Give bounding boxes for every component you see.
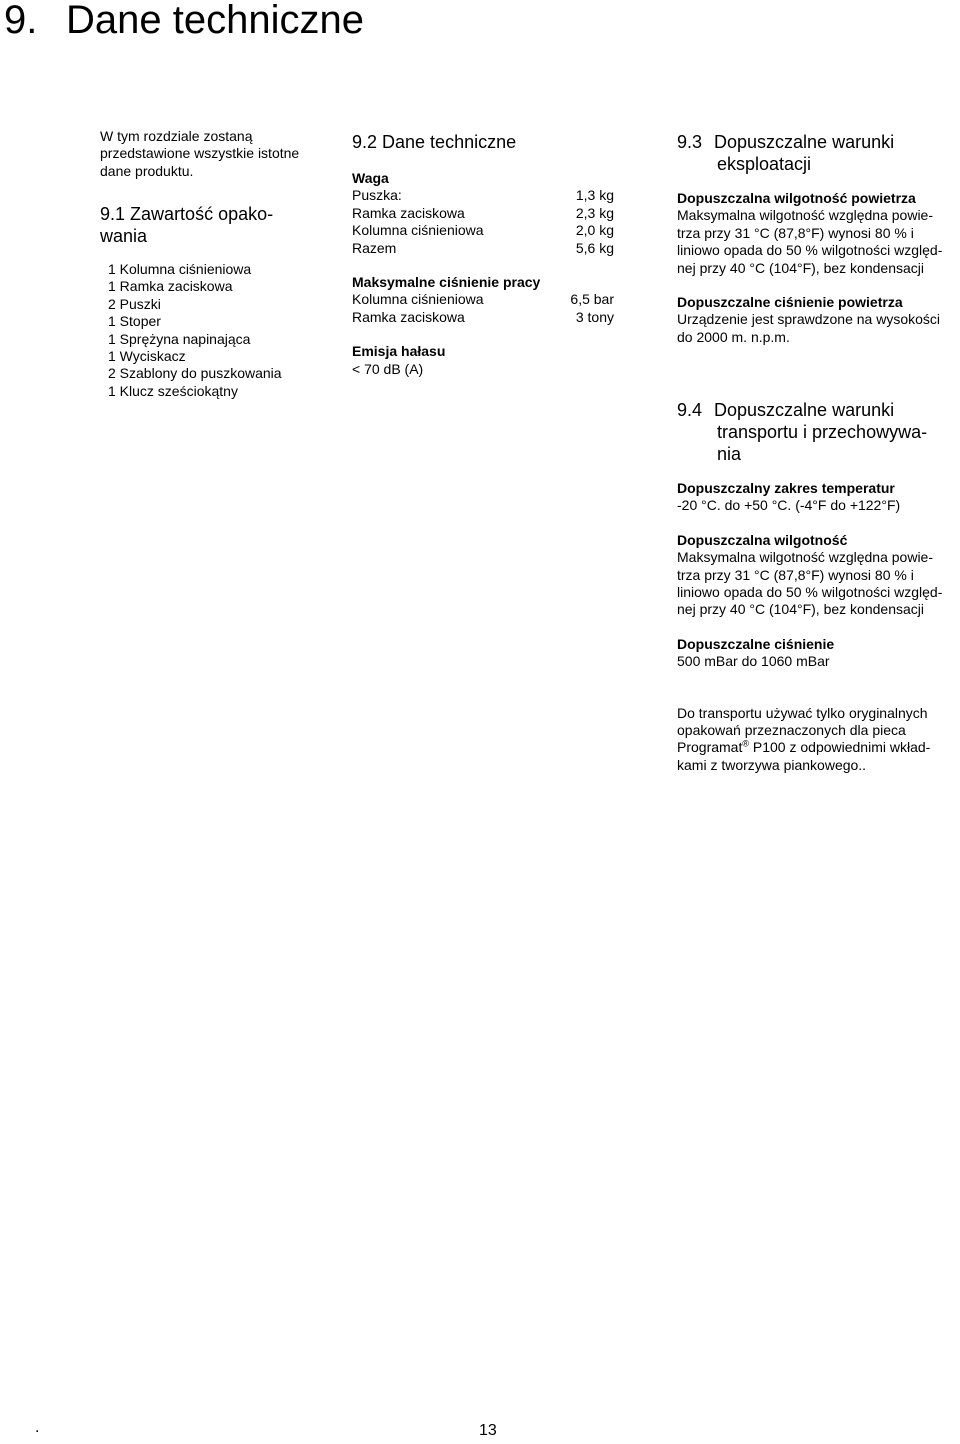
list-item: 1 Stoper bbox=[108, 313, 161, 330]
section-9-4-title-line1: Dopuszczalne warunki bbox=[714, 400, 895, 420]
storage-humidity-line: nej przy 40 °C (104°F), bez kondensacji bbox=[677, 601, 924, 618]
list-item: 1 Ramka zaciskowa bbox=[108, 278, 233, 295]
transport-note bbox=[677, 705, 957, 775]
list-item: 1 Sprężyna napinająca bbox=[108, 330, 251, 347]
pressure-label: Kolumna ciśnieniowa bbox=[352, 291, 484, 308]
pressure-label: Ramka zaciskowa bbox=[352, 308, 465, 325]
weight-value: 1,3 kg bbox=[575, 187, 614, 204]
storage-pressure-value: 500 mBar do 1060 mBar bbox=[677, 653, 830, 670]
air-pressure-heading: Dopuszczalne ciśnienie powietrza bbox=[677, 294, 903, 311]
package-contents-list bbox=[108, 261, 338, 400]
noise-heading: Emisja hałasu bbox=[352, 343, 446, 360]
section-9-4-title-line3: nia bbox=[717, 444, 742, 464]
storage-humidity-line: trza przy 31 °C (87,8°F) wynosi 80 % i bbox=[677, 566, 914, 583]
section-9-3-title-line1: Dopuszczalne warunki bbox=[714, 132, 895, 152]
weight-label: Kolumna ciśnieniowa bbox=[352, 222, 484, 239]
list-item: 2 Szablony do puszkowania bbox=[108, 365, 282, 382]
air-pressure-line: do 2000 m. n.p.m. bbox=[677, 328, 790, 345]
footer-dot: . bbox=[35, 1419, 40, 1436]
air-pressure-line: Urządzenie jest sprawdzone na wysokości bbox=[677, 311, 941, 328]
section-9-2-heading: 9.2 Dane techniczne bbox=[352, 132, 517, 152]
storage-humidity-line: liniowo opada do 50 % wilgotności względ- bbox=[677, 584, 943, 601]
section-9-4-title-line2: transportu i przechowywa- bbox=[717, 422, 928, 442]
section-9-1-title-line1: Zawartość opako- bbox=[130, 204, 274, 224]
chapter-title: Dane techniczne bbox=[66, 0, 364, 42]
list-item: 1 Klucz sześciokątny bbox=[108, 382, 238, 399]
noise-value: < 70 dB (A) bbox=[352, 360, 424, 377]
registered-mark: ® bbox=[742, 738, 749, 749]
weight-heading: Waga bbox=[352, 170, 389, 186]
technical-data-block bbox=[352, 170, 614, 378]
storage-humidity-heading: Dopuszczalna wilgotność bbox=[677, 531, 848, 548]
chapter-number: 9. bbox=[4, 0, 38, 42]
pressure-heading: Maksymalne ciśnienie pracy bbox=[352, 274, 541, 291]
humidity-heading: Dopuszczalna wilgotność powietrza bbox=[677, 190, 916, 206]
section-9-4-heading bbox=[677, 399, 957, 465]
section-9-4-number: 9.4 bbox=[677, 400, 703, 420]
table-row bbox=[352, 309, 614, 326]
transport-line: opakowań przeznaczonych dla pieca bbox=[677, 722, 906, 739]
pressure-value: 6,5 bar bbox=[570, 291, 614, 308]
page-number: 13 bbox=[479, 1422, 497, 1439]
list-item: 1 Wyciskacz bbox=[108, 348, 186, 365]
weight-value: 2,0 kg bbox=[575, 222, 614, 239]
section-9-3-body bbox=[677, 190, 957, 346]
table-row bbox=[352, 187, 614, 204]
intro-paragraph: W tym rozdziale zostaną przedstawione wszystkie istotne dane produktu. bbox=[100, 128, 300, 179]
section-9-3-heading bbox=[677, 131, 957, 175]
list-item: 1 Kolumna ciśnieniowa bbox=[108, 261, 252, 277]
section-9-3-number: 9.3 bbox=[677, 132, 703, 152]
weight-label: Ramka zaciskowa bbox=[352, 204, 465, 221]
page-title bbox=[4, 0, 364, 46]
transport-line: Do transportu używać tylko oryginalnych bbox=[677, 704, 928, 721]
list-item: 2 Puszki bbox=[108, 295, 161, 312]
humidity-line: nej przy 40 °C (104°F), bez kondensacji bbox=[677, 259, 924, 276]
section-9-4-body bbox=[677, 480, 957, 774]
section-9-3-title-line2: eksploatacji bbox=[717, 154, 812, 174]
section-9-1-title-line2: wania bbox=[100, 226, 148, 246]
transport-line: kami z tworzywa piankowego.. bbox=[677, 756, 867, 773]
product-name: Programat bbox=[677, 739, 743, 756]
weight-value: 2,3 kg bbox=[575, 204, 614, 221]
humidity-line: Maksymalna wilgotność względna powie- bbox=[677, 207, 934, 224]
weight-label: Razem bbox=[352, 239, 397, 256]
table-row bbox=[352, 291, 614, 308]
storage-pressure-heading: Dopuszczalne ciśnienie bbox=[677, 635, 835, 652]
weight-label: Puszka: bbox=[352, 187, 402, 204]
temperature-value: -20 °C. do +50 °C. (-4°F do +122°F) bbox=[677, 497, 901, 514]
section-9-1-number: 9.1 bbox=[100, 204, 126, 224]
transport-line-rest: P100 z odpowiednimi wkład- bbox=[749, 739, 931, 756]
table-row bbox=[352, 205, 614, 222]
section-9-1-heading bbox=[100, 203, 340, 247]
pressure-value: 3 tony bbox=[575, 308, 614, 325]
humidity-line: trza przy 31 °C (87,8°F) wynosi 80 % i bbox=[677, 224, 914, 241]
transport-line bbox=[677, 739, 957, 756]
table-row bbox=[352, 222, 614, 239]
weight-value: 5,6 kg bbox=[575, 239, 614, 256]
table-row bbox=[352, 240, 614, 257]
storage-humidity-line: Maksymalna wilgotność względna powie- bbox=[677, 549, 934, 566]
humidity-line: liniowo opada do 50 % wilgotności względ- bbox=[677, 242, 943, 259]
temperature-heading: Dopuszczalny zakres temperatur bbox=[677, 480, 895, 496]
